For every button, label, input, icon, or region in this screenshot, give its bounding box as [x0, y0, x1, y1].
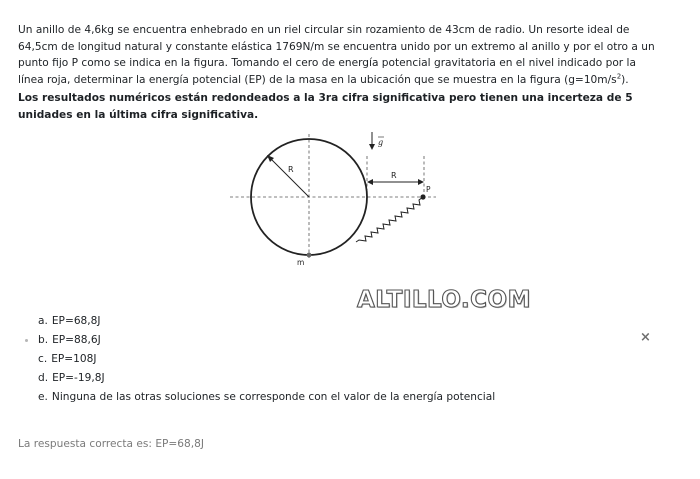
radius-arrow	[269, 157, 309, 197]
answer-option-b[interactable]	[38, 331, 495, 350]
superscript: 2	[616, 71, 622, 80]
answer-prefix: e.	[38, 391, 48, 403]
distance-arrowhead-right	[418, 179, 424, 185]
label-g: g	[378, 138, 384, 147]
answer-option-d[interactable]	[38, 369, 495, 388]
answer-label: EP=-19,8J	[52, 372, 105, 384]
label-radius: R	[288, 165, 294, 174]
answer-prefix: a.	[38, 315, 48, 327]
answer-list	[38, 312, 495, 407]
correct-answer-feedback: La respuesta correcta es: EP=68,8J	[18, 438, 205, 450]
label-p: P	[426, 185, 431, 194]
mass-ring	[307, 253, 312, 258]
watermark-logo: ALTILLO.COM	[357, 287, 531, 313]
answer-prefix: c.	[38, 353, 48, 365]
answer-label: EP=88,6J	[52, 334, 101, 346]
answer-option-a[interactable]	[38, 312, 495, 331]
question-statement-text: Un anillo de 4,6kg se encuentra enhebrado en un riel circular sin rozamiento de 43cm de radio. Un resorte ideal de 64,5cm de longitud natural y constante elástica 1769N/m se encuentra unido por un extremo al anillo y por el otro a un punto fijo P como se indica en la figura. Tomando el cero de energía potencial gravitatoria en el nivel indicado por la línea roja, determinar la energía potencial (EP) de la masa en la ubicación que se muestra en la figura (g=10m/s	[18, 24, 655, 86]
answer-label: EP=68,8J	[51, 315, 101, 327]
answer-prefix: b.	[38, 334, 49, 346]
answer-prefix: d.	[38, 372, 49, 384]
answer-label: Ninguna de las otras soluciones se corresponde con el valor de la energía potencial	[51, 391, 496, 403]
distance-arrowhead-left	[367, 179, 373, 185]
label-m: m	[297, 258, 305, 267]
gravity-arrowhead	[369, 144, 375, 150]
incorrect-icon: ×	[640, 330, 651, 345]
question-statement	[18, 22, 658, 88]
question-statement-end: ).	[621, 73, 629, 86]
selected-marker-icon	[25, 339, 28, 342]
physics-figure	[228, 128, 448, 268]
label-distance: R	[391, 171, 397, 180]
answer-label: EP=108J	[51, 353, 97, 365]
question-text	[18, 22, 658, 123]
answer-option-c[interactable]	[38, 350, 495, 369]
answer-option-e[interactable]	[38, 388, 495, 407]
precision-note: Los resultados numéricos están redondeados a la 3ra cifra significativa pero tienen una incerteza de 5 unidades en la última cifra significativa.	[18, 92, 633, 121]
